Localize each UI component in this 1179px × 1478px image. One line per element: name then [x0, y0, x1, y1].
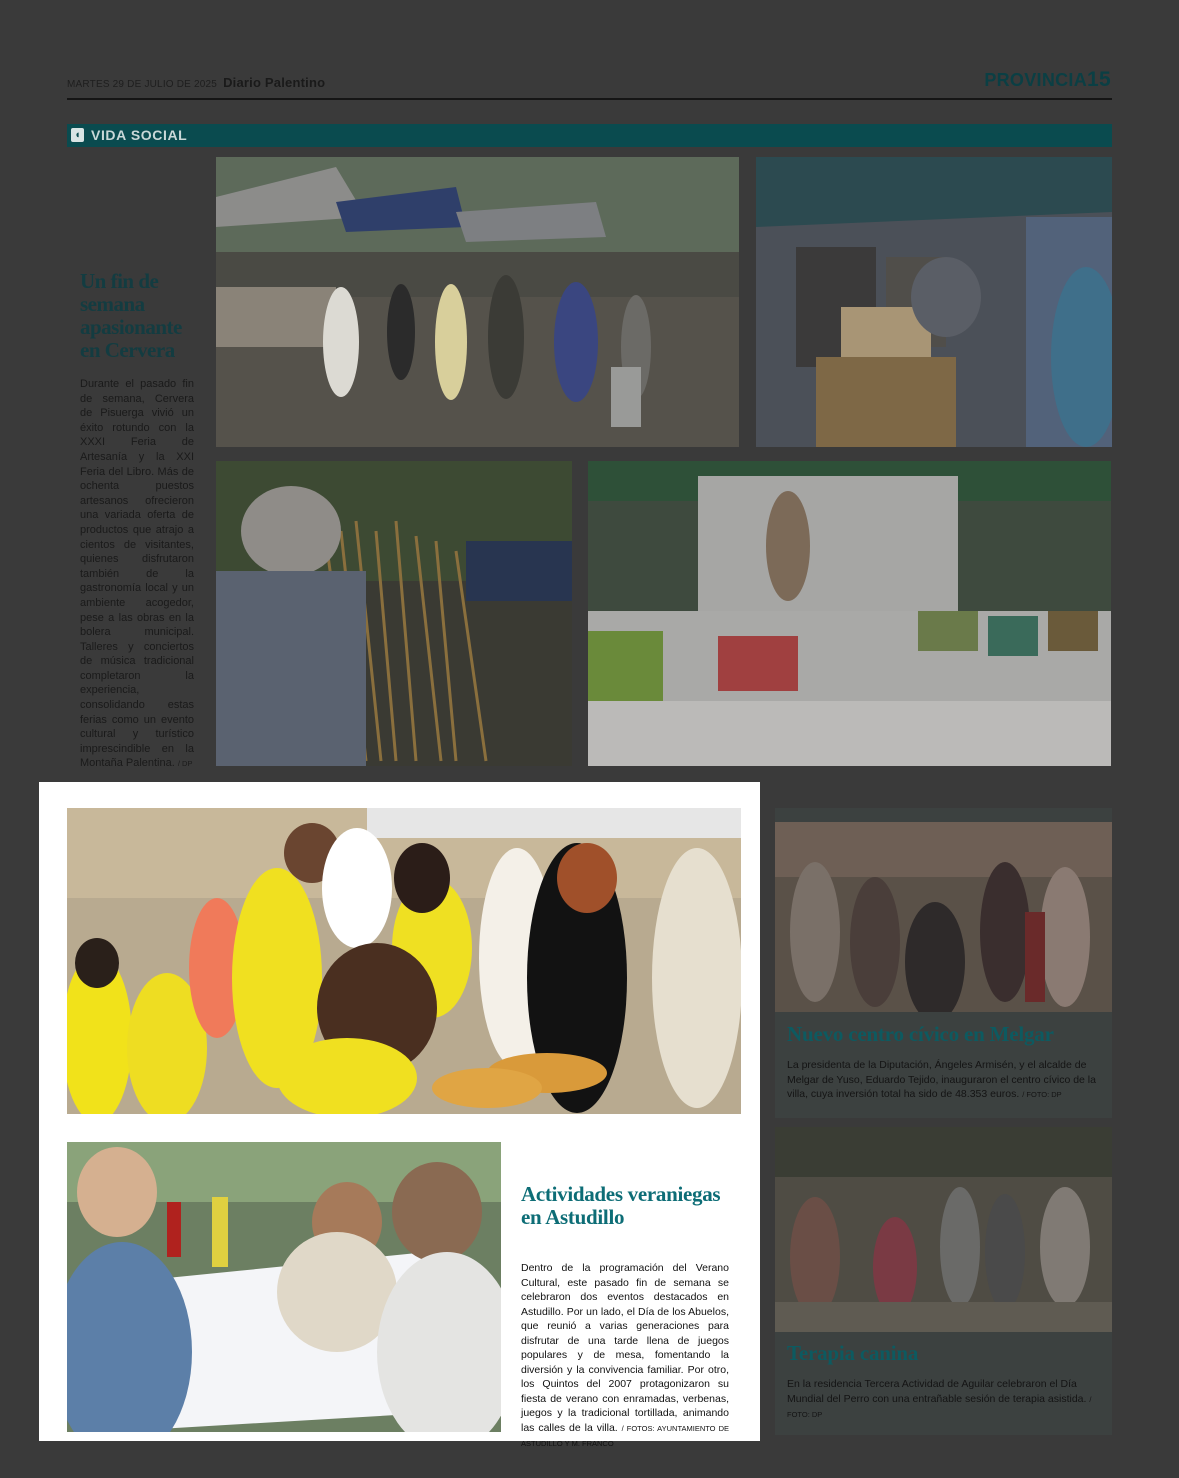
article-cervera-body — [80, 377, 194, 772]
article-astudillo-title: Actividades veraniegas en Astudillo — [521, 1182, 721, 1229]
photo-dog-therapy — [775, 1127, 1112, 1332]
section-heading — [984, 68, 1111, 92]
photo-wooden-canes — [216, 461, 572, 766]
article-terapia-title: Terapia canina — [787, 1341, 919, 1365]
article-astudillo-text: Dentro de la programación del Verano Cultural, este pasado fin de semana se celebraron dos eventos destacados en Astudillo. Por un lado, el Día de los Abuelos, que reunió a varias generaciones para disfrutar de una tarde llena de juegos populares y de mesa, fomentando la diversión y la convivencia familiar. Por otro, los Quintos del 2007 protagonizaron su fiesta de verano con enramadas, verbenas, juegos y la tradicional tortillada, animando las calles de la villa. — [521, 1262, 729, 1434]
photo-craft-market-street — [216, 157, 739, 447]
issue-date — [67, 75, 325, 90]
article-melgar-credit: / FOTO: DP — [1022, 1090, 1062, 1099]
photo-craft-stall-baskets — [756, 157, 1112, 447]
photo-childrens-book-stall — [588, 461, 1111, 766]
article-cervera-text: Durante el pasado fin de semana, Cervera de Pisuerga vivió un éxito rotundo con la XXXI Feria de Artesanía y la XXI Feria del Libro. Más de ochenta puestos artesanos ofrecieron una variada oferta de productos que atrajo a cientos de visitantes, quienes disfrutaron también de la gastronomía local y un ambiente acogedor, pese a las obras en la bolera municipal. Talleres y conciertos de música tradicional completaron la experiencia, consolidando estas ferias como un evento cultural y turístico imprescindible en la Montaña Palentina. — [80, 378, 194, 770]
article-terapia-body — [787, 1377, 1105, 1423]
newspaper-name: Diario Palentino — [223, 75, 326, 90]
article-cervera-credit: / DP — [177, 759, 193, 769]
article-terapia-text: En la residencia Tercera Actividad de Aguilar celebraron el Día Mundial del Perro con una entrañable sesión de terapia asistida. — [787, 1378, 1087, 1405]
photo-quintos-tortillada — [67, 808, 741, 1114]
diario-palentino-logo-icon: ◖ — [71, 128, 84, 142]
photo-melgar-civic-center — [775, 822, 1112, 1012]
article-astudillo-credit: / FOTOS: AYUNTAMIENTO DE ASTUDILLO Y M. FRANCO — [521, 1423, 729, 1448]
article-astudillo-body — [521, 1261, 729, 1452]
date-text: MARTES 29 DE JULIO DE 2025 — [67, 79, 218, 90]
header-rule — [67, 98, 1112, 100]
section-name: PROVINCIA — [984, 70, 1088, 90]
photo-dia-de-los-abuelos — [67, 1142, 501, 1432]
article-cervera-title: Un fin de semana apasionante en Cervera — [80, 269, 182, 362]
article-melgar-title: Nuevo centro cívico en Melgar — [787, 1022, 1054, 1046]
section-band — [67, 124, 1112, 147]
page-number: 15 — [1087, 68, 1111, 91]
section-band-label: VIDA SOCIAL — [91, 127, 188, 143]
article-melgar-text: La presidenta de la Diputación, Ángeles Armisén, y el alcalde de Melgar de Yuso, Eduardo Tejido, inauguraron el centro cívico de la villa, cuya inversión total ha sido de 48.353 euros. — [787, 1059, 1096, 1100]
article-terapia-credit: / FOTO: DP — [787, 1394, 1092, 1419]
article-melgar-body — [787, 1058, 1105, 1103]
